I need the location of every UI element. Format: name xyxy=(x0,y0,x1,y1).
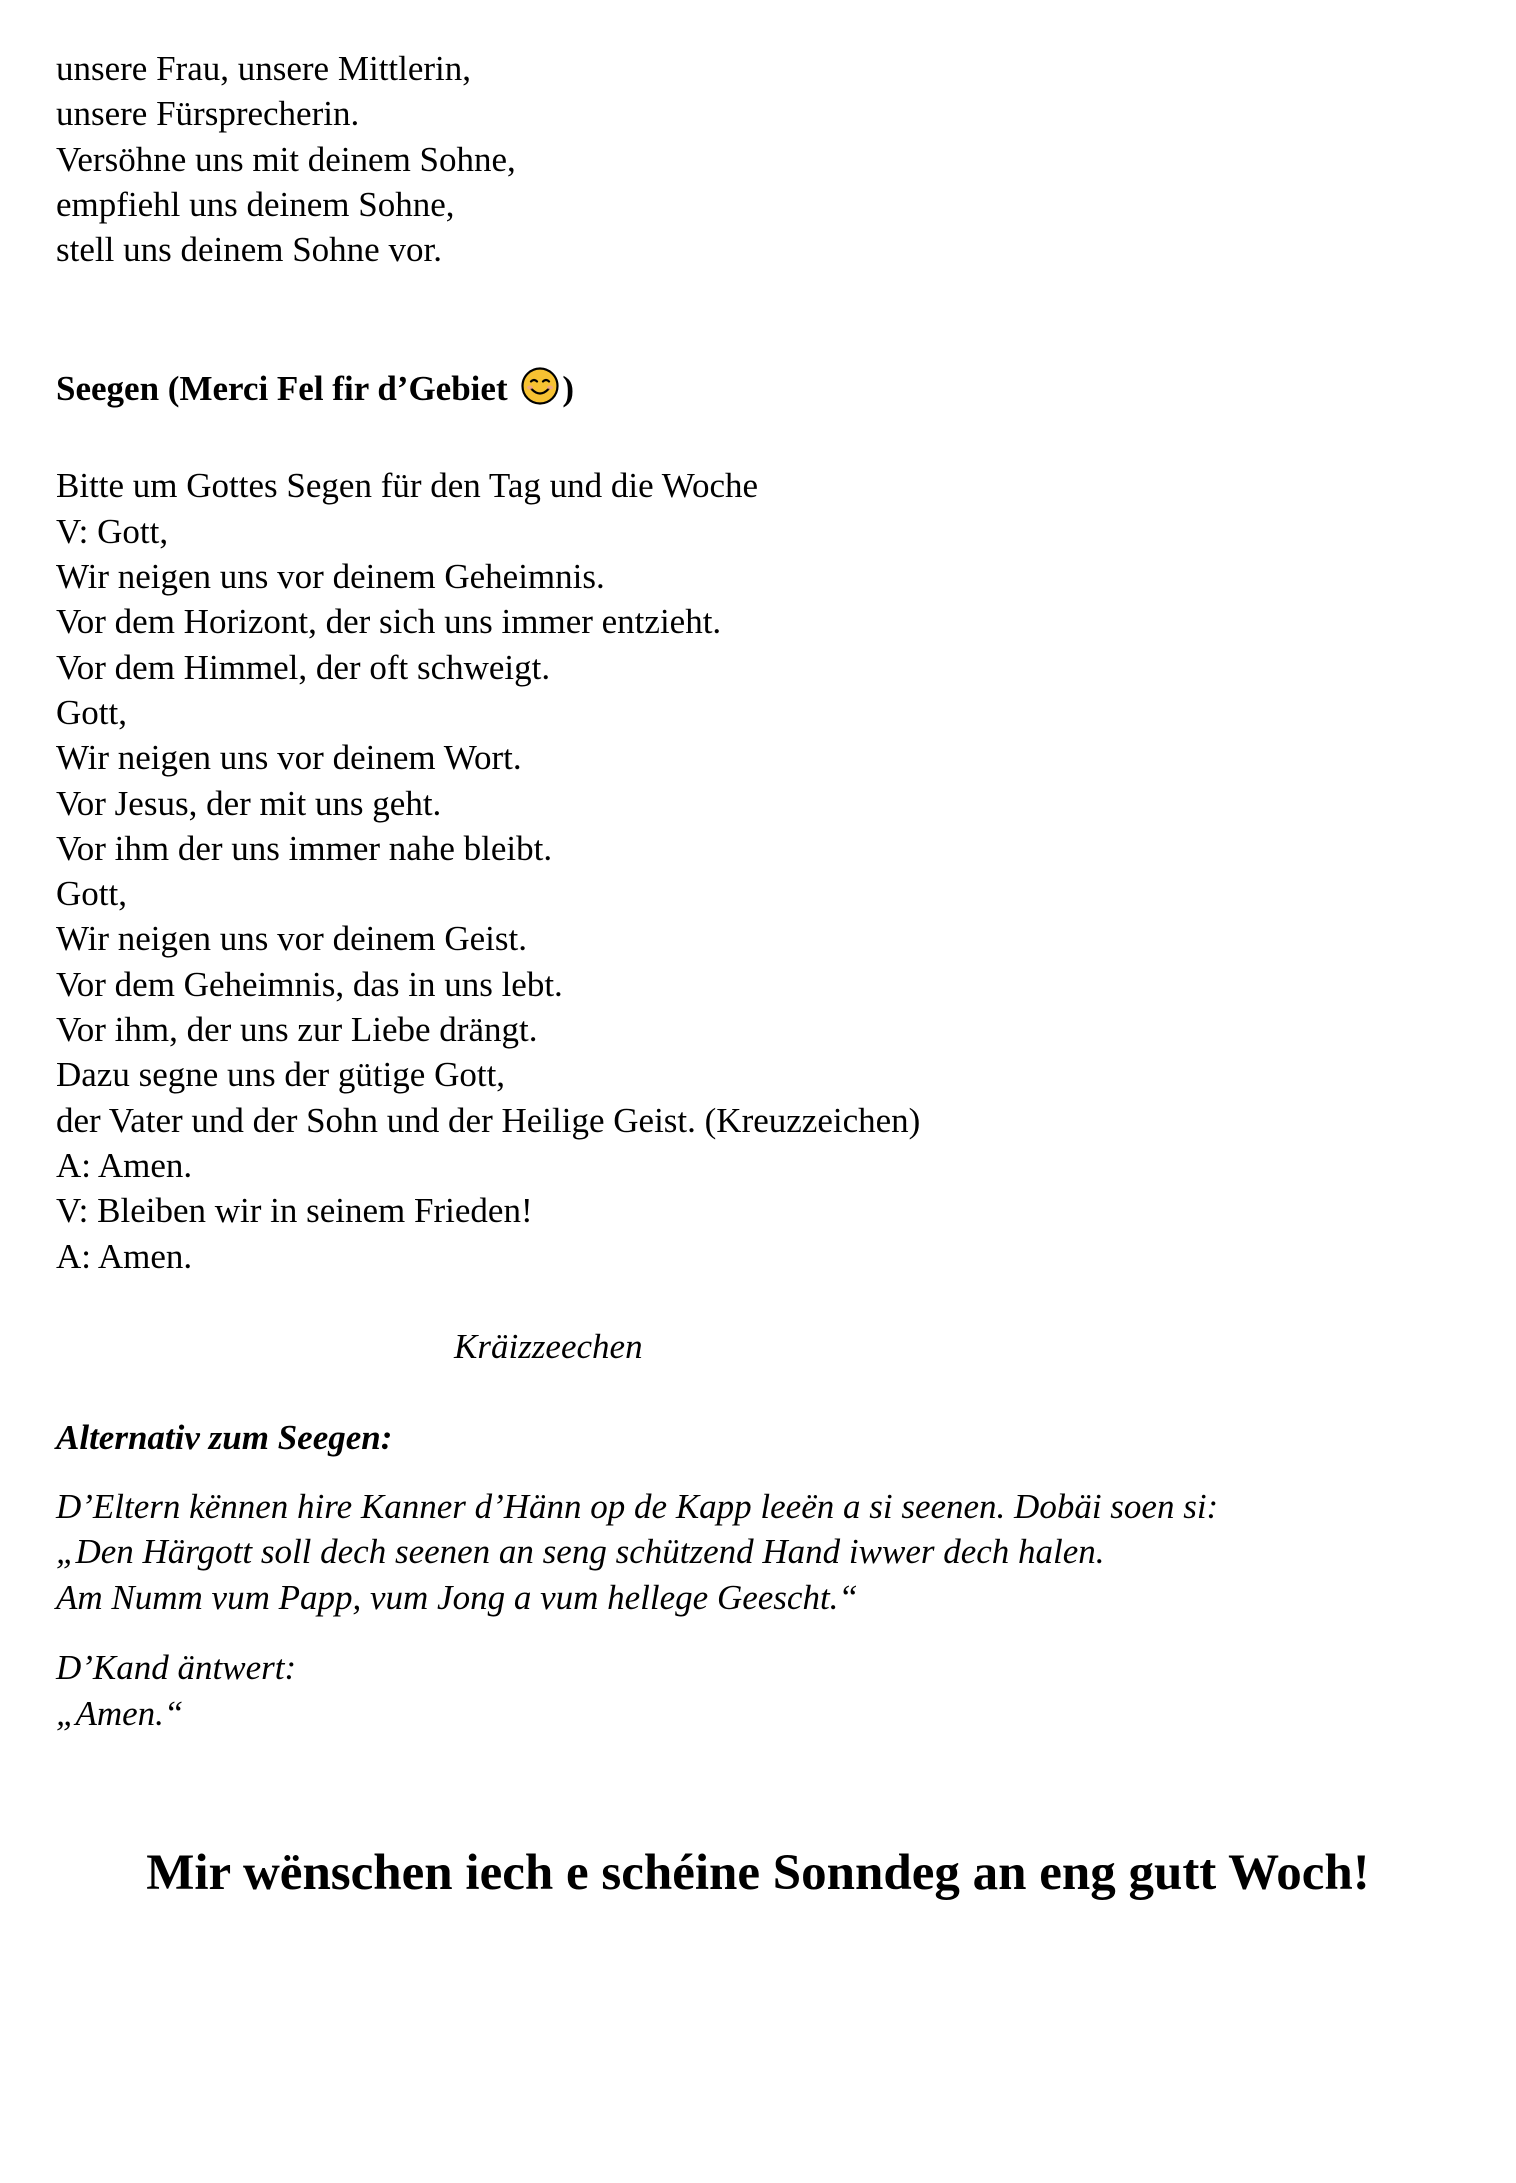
answer-block xyxy=(56,1645,1466,1737)
answer-line: „Amen.“ xyxy=(56,1694,184,1734)
answer-line: D’Kand äntwert: xyxy=(56,1648,297,1688)
alternativ-heading: Alternativ zum Seegen: xyxy=(56,1417,393,1457)
seegen-line: Wir neigen uns vor deinem Wort. xyxy=(56,738,522,778)
seegen-heading-text: Seegen (Merci Fel fir d’Gebiet xyxy=(56,369,517,409)
kraizzeechen-caption: Kräizzeechen xyxy=(454,1326,643,1366)
seegen-line: A: Amen. xyxy=(56,1145,193,1185)
seegen-heading-suffix: ) xyxy=(562,369,575,409)
seegen-line: Vor dem Geheimnis, das in uns lebt. xyxy=(56,964,563,1004)
seegen-heading xyxy=(56,366,1466,418)
seegen-line: Wir neigen uns vor deinem Geist. xyxy=(56,919,527,959)
seegen-line: Gott, xyxy=(56,874,127,914)
prayer-line: unsere Fürsprecherin. xyxy=(56,94,360,134)
seegen-line: Vor ihm der uns immer nahe bleibt. xyxy=(56,828,553,868)
seegen-line: Bitte um Gottes Segen für den Tag und die Woche xyxy=(56,466,759,506)
seegen-line: der Vater und der Sohn und der Heilige Geist. (Kreuzzeichen) xyxy=(56,1100,921,1140)
seegen-line: Dazu segne uns der gütige Gott, xyxy=(56,1055,506,1095)
prayer-line: stell uns deinem Sohne vor. xyxy=(56,230,442,270)
seegen-line: Wir neigen uns vor deinem Geheimnis. xyxy=(56,557,605,597)
alternativ-line: „Den Härgott soll dech seenen an seng schützend Hand iwwer dech halen. xyxy=(56,1532,1105,1572)
document-page xyxy=(56,46,1466,1737)
prayer-intro-block xyxy=(56,46,1466,272)
seegen-line: Gott, xyxy=(56,692,127,732)
alternativ-line: Am Numm vum Papp, vum Jong a vum hellege Geescht.“ xyxy=(56,1577,858,1617)
alternativ-line: D’Eltern kënnen hire Kanner d’Hänn op de Kapp leeën a si seenen. Dobäi soen si: xyxy=(56,1486,1219,1526)
alternativ-text-block xyxy=(56,1484,1466,1621)
seegen-prayer-block xyxy=(56,463,1466,1278)
smiley-face-icon xyxy=(520,366,560,418)
prayer-line: unsere Frau, unsere Mittlerin, xyxy=(56,49,472,88)
prayer-line: empfiehl uns deinem Sohne, xyxy=(56,184,455,224)
prayer-line: Versöhne uns mit deinem Sohne, xyxy=(56,139,516,179)
seegen-line: V: Bleiben wir in seinem Frieden! xyxy=(56,1191,533,1231)
seegen-line: Vor dem Himmel, der oft schweigt. xyxy=(56,647,551,687)
seegen-line: Vor Jesus, der mit uns geht. xyxy=(56,783,442,823)
seegen-line: V: Gott, xyxy=(56,511,169,551)
seegen-line: Vor dem Horizont, der sich uns immer entzieht. xyxy=(56,602,722,642)
closing-greeting: Mir wënschen iech e schéine Sonndeg an eng gutt Woch! xyxy=(146,1845,1370,1901)
seegen-line: Vor ihm, der uns zur Liebe drängt. xyxy=(56,1010,538,1050)
seegen-line: A: Amen. xyxy=(56,1236,193,1276)
